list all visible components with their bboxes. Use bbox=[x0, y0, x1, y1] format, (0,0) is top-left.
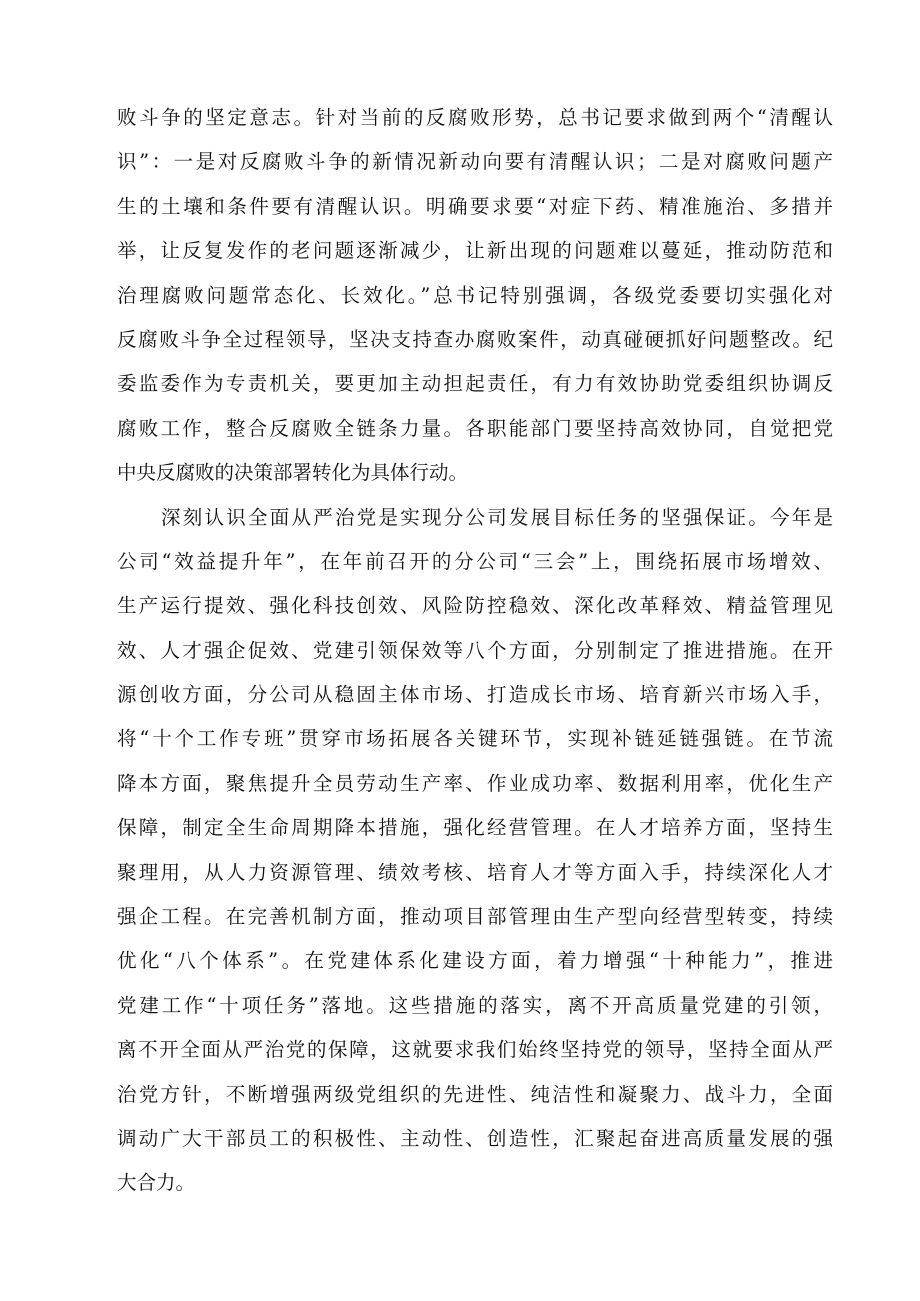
paragraph-line: 公司“效益提升年”，在年前召开的分公司“三会”上，围绕拓展市场增效、 bbox=[117, 549, 833, 573]
paragraph-line: 聚理用，从人力资源管理、绩效考核、培育人才等方面入手，持续深化人才 bbox=[117, 860, 833, 884]
paragraph-line: 败斗争的坚定意志。针对当前的反腐败形势，总书记要求做到两个“清醒认 bbox=[117, 106, 833, 129]
paragraph-line: 深刻认识全面从严治党是实现分公司发展目标任务的坚强保证。今年是 bbox=[161, 505, 833, 529]
paragraph-line: 反腐败斗争全过程领导，坚决支持查办腐败案件，动真碰硬抓好问题整改。纪 bbox=[117, 327, 833, 351]
paragraph-line: 党建工作“十项任务”落地。这些措施的落实，离不开高质量党建的引领， bbox=[117, 993, 833, 1017]
paragraph-line: 优化“八个体系”。在党建体系化建设方面，着力增强“十种能力”，推进 bbox=[117, 949, 833, 973]
paragraph-1 bbox=[117, 96, 833, 496]
paragraph-line: 效、人才强企促效、党建引领保效等八个方面，分别制定了推进措施。在开 bbox=[117, 638, 833, 662]
paragraph-line: 治理腐败问题常态化、长效化。”总书记特别强调，各级党委要切实强化对 bbox=[117, 283, 833, 307]
paragraph-line: 委监委作为专责机关，要更加主动担起责任，有力有效协助党委组织协调反 bbox=[117, 372, 833, 396]
paragraph-line: 腐败工作，整合反腐败全链条力量。各职能部门要坚持高效协同，自觉把党 bbox=[117, 416, 833, 440]
paragraph-line: 将“十个工作专班”贯穿市场拓展各关键环节，实现补链延链强链。在节流 bbox=[117, 727, 833, 751]
paragraph-line: 识”：一是对反腐败斗争的新情况新动向要有清醒认识；二是对腐败问题产 bbox=[117, 150, 833, 174]
paragraph-line: 强企工程。在完善机制方面，推动项目部管理由生产型向经营型转变，持续 bbox=[117, 905, 833, 929]
document-body bbox=[117, 96, 833, 1206]
paragraph-line: 源创收方面，分公司从稳固主体市场、打造成长市场、培育新兴市场入手， bbox=[117, 683, 833, 707]
paragraph-line: 中央反腐败的决策部署转化为具体行动。 bbox=[117, 461, 469, 485]
paragraph-line: 生的土壤和条件要有清醒认识。明确要求要“对症下药、精准施治、多措并 bbox=[117, 194, 833, 218]
paragraph-2 bbox=[117, 496, 833, 1206]
paragraph-line: 离不开全面从严治党的保障，这就要求我们始终坚持党的领导，坚持全面从严 bbox=[117, 1038, 833, 1062]
paragraph-line: 保障，制定全生命周期降本措施，强化经营管理。在人才培养方面，坚持生 bbox=[117, 816, 833, 840]
paragraph-line: 降本方面，聚焦提升全员劳动生产率、作业成功率、数据利用率，优化生产 bbox=[117, 771, 833, 795]
paragraph-line: 生产运行提效、强化科技创效、风险防控稳效、深化改革释效、精益管理见 bbox=[117, 594, 833, 618]
paragraph-line: 调动广大干部员工的积极性、主动性、创造性，汇聚起奋进高质量发展的强 bbox=[117, 1126, 833, 1150]
paragraph-line: 大合力。 bbox=[117, 1171, 196, 1195]
paragraph-line: 治党方针，不断增强两级党组织的先进性、纯洁性和凝聚力、战斗力，全面 bbox=[117, 1082, 833, 1106]
paragraph-line: 举，让反复发作的老问题逐渐减少，让新出现的问题难以蔓延，推动防范和 bbox=[117, 239, 833, 263]
